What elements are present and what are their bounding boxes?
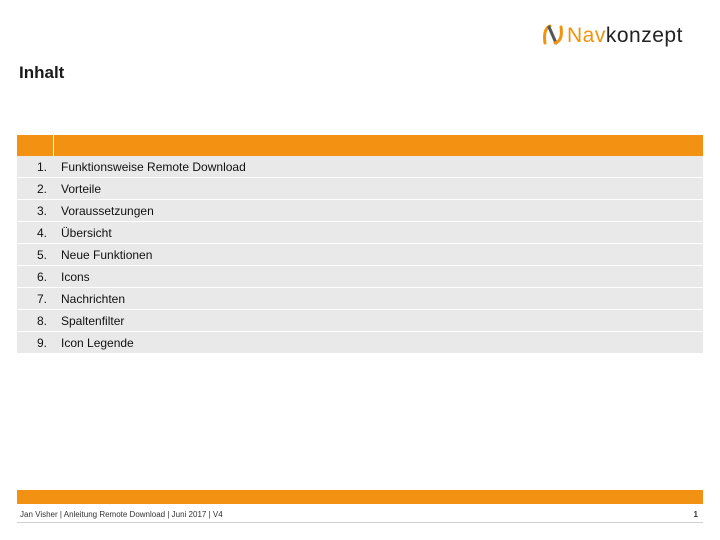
page-title: Inhalt [19,63,65,82]
toc-item-label: Nachrichten [61,291,126,306]
toc-item-label: Icon Legende [61,335,134,350]
toc-item-label: Übersicht [61,225,112,240]
navkonzept-logo [541,22,706,48]
footer-text: Jan Visher | Anleitung Remote Download | Juni 2017 | V4 [20,509,223,519]
toc-item[interactable] [17,266,703,288]
toc-item-number: 4. [36,225,47,240]
toc-item-label: Spaltenfilter [61,313,125,328]
toc-item-number: 7. [36,291,47,306]
toc-item-number: 1. [36,159,47,174]
toc-item-number: 8. [36,313,47,328]
table-of-contents [17,135,703,354]
toc-header-bar [17,135,703,156]
toc-item-label: Icons [61,269,90,284]
toc-rows [17,156,703,354]
toc-item[interactable] [17,332,703,354]
toc-item-number: 9. [36,335,47,350]
toc-item-label: Vorteile [61,181,102,196]
toc-header-label-cell [54,135,703,156]
toc-item[interactable] [17,244,703,266]
toc-item[interactable] [17,200,703,222]
toc-item[interactable] [17,156,703,178]
footer-bar [17,490,703,504]
navkonzept-logo-icon [541,23,565,47]
toc-item-number: 2. [36,181,47,196]
page-number: 1 [693,509,698,519]
toc-item[interactable] [17,178,703,200]
toc-item-label: Voraussetzungen [61,203,154,218]
toc-item-number: 3. [36,203,47,218]
footer [17,506,703,523]
logo-text-highlight: Nav [567,23,606,47]
toc-item-number: 5. [36,247,47,262]
toc-item[interactable] [17,222,703,244]
toc-item[interactable] [17,310,703,332]
toc-item[interactable] [17,288,703,310]
toc-item-number: 6. [36,269,47,284]
logo-wordmark [567,25,683,46]
toc-item-label: Neue Funktionen [61,247,153,262]
toc-header-number-cell [17,135,54,156]
logo-text-rest: konzept [605,23,683,47]
toc-item-label: Funktionsweise Remote Download [61,159,246,174]
